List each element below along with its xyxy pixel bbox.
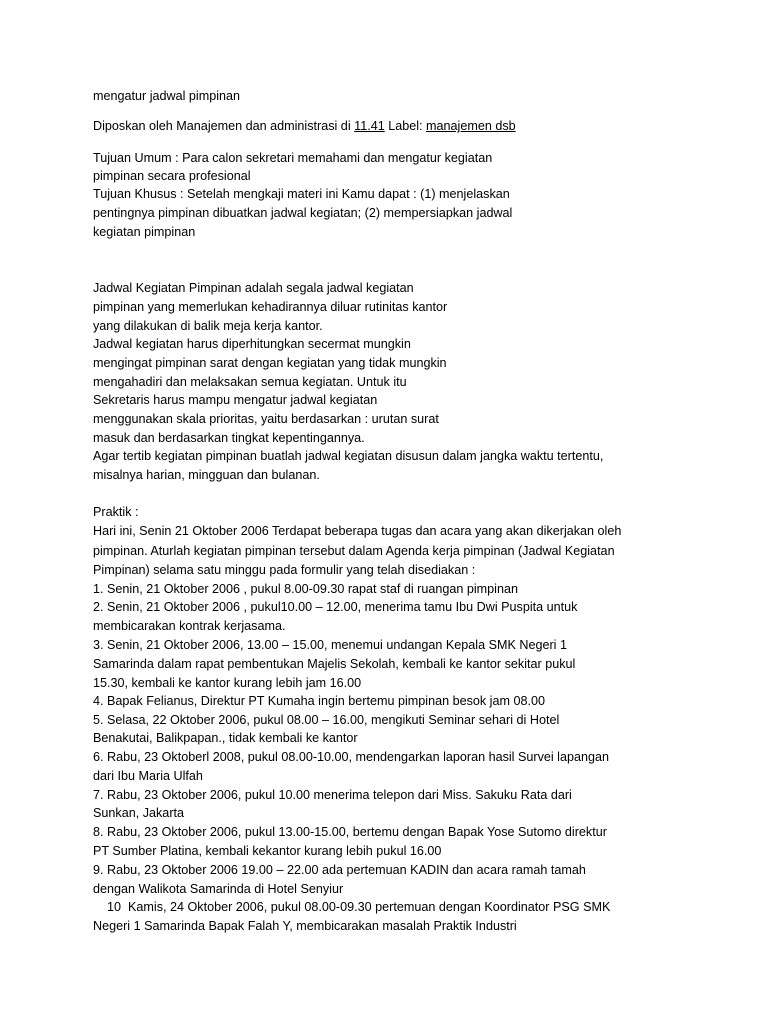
body-line: pimpinan yang memerlukan kehadirannya diluar rutinitas kantor xyxy=(93,300,448,314)
goal-line: Tujuan Khusus : Setelah mengkaji materi ini Kamu dapat : (1) menjelaskan xyxy=(93,187,510,201)
practice-line: membicarakan kontrak kerjasama. xyxy=(93,619,286,633)
practice-line: PT Sumber Platina, kembali kekantor kurang lebih pukul 16.00 xyxy=(93,844,442,858)
posted-time-link[interactable]: 11.41 xyxy=(354,119,385,133)
posted-prefix: Diposkan oleh Manajemen dan administrasi di xyxy=(93,119,355,133)
body-line: masuk dan berdasarkan tingkat kepentingannya. xyxy=(93,431,365,445)
practice-line: Hari ini, Senin 21 Oktober 2006 Terdapat beberapa tugas dan acara yang akan dikerjakan oleh xyxy=(93,524,622,538)
document-title: mengatur jadwal pimpinan xyxy=(93,89,241,103)
practice-line: Pimpinan) selama satu minggu pada formulir yang telah disediakan : xyxy=(93,563,476,577)
practice-line: Sunkan, Jakarta xyxy=(93,806,185,820)
posted-info xyxy=(93,117,516,135)
body-line: Sekretaris harus mampu mengatur jadwal kegiatan xyxy=(93,393,378,407)
label-link[interactable]: manajemen dsb xyxy=(426,119,516,133)
practice-line: Negeri 1 Samarinda Bapak Falah Y, membicarakan masalah Praktik Industri xyxy=(93,919,517,933)
practice-item: 2. Senin, 21 Oktober 2006 , pukul10.00 – 12.00, menerima tamu Ibu Dwi Puspita untuk xyxy=(93,600,578,614)
practice-item: 1. Senin, 21 Oktober 2006 , pukul 8.00-09.30 rapat staf di ruangan pimpinan xyxy=(93,582,518,596)
practice-item: 7. Rabu, 23 Oktober 2006, pukul 10.00 menerima telepon dari Miss. Sakuku Rata dari xyxy=(93,788,572,802)
practice-line: Samarinda dalam rapat pembentukan Majelis Sekolah, kembali ke kantor sekitar pukul xyxy=(93,657,576,671)
practice-item: 10 Kamis, 24 Oktober 2006, pukul 08.00-09.30 pertemuan dengan Koordinator PSG SMK xyxy=(93,900,611,914)
goal-line: Tujuan Umum : Para calon sekretari memahami dan mengatur kegiatan xyxy=(93,151,493,165)
practice-heading: Praktik : xyxy=(93,505,139,519)
goal-line: pentingnya pimpinan dibuatkan jadwal kegiatan; (2) mempersiapkan jadwal xyxy=(93,206,513,220)
goal-line: kegiatan pimpinan xyxy=(93,225,196,239)
practice-line: Benakutai, Balikpapan., tidak kembali ke kantor xyxy=(93,731,358,745)
practice-line: dari Ibu Maria Ulfah xyxy=(93,769,203,783)
practice-item: 4. Bapak Felianus, Direktur PT Kumaha ingin bertemu pimpinan besok jam 08.00 xyxy=(93,694,545,708)
body-line: misalnya harian, mingguan dan bulanan. xyxy=(93,468,320,482)
body-line: mengahadiri dan melaksakan semua kegiatan. Untuk itu xyxy=(93,375,407,389)
practice-line: 15.30, kembali ke kantor kurang lebih jam 16.00 xyxy=(93,676,362,690)
body-line: yang dilakukan di balik meja kerja kantor. xyxy=(93,319,323,333)
practice-item: 6. Rabu, 23 Oktoberl 2008, pukul 08.00-10.00, mendengarkan laporan hasil Survei lapangan xyxy=(93,750,609,764)
label-prefix: Label: xyxy=(384,119,427,133)
body-line: Agar tertib kegiatan pimpinan buatlah jadwal kegiatan disusun dalam jangka waktu tertentu, xyxy=(93,449,604,463)
practice-item: 8. Rabu, 23 Oktober 2006, pukul 13.00-15.00, bertemu dengan Bapak Yose Sutomo direktur xyxy=(93,825,607,839)
body-line: Jadwal Kegiatan Pimpinan adalah segala jadwal kegiatan xyxy=(93,281,414,295)
practice-line: dengan Walikota Samarinda di Hotel Senyiur xyxy=(93,882,344,896)
goal-line: pimpinan secara profesional xyxy=(93,169,251,183)
body-line: Jadwal kegiatan harus diperhitungkan secermat mungkin xyxy=(93,337,411,351)
practice-item: 9. Rabu, 23 Oktober 2006 19.00 – 22.00 ada pertemuan KADIN dan acara ramah tamah xyxy=(93,863,586,877)
body-line: mengingat pimpinan sarat dengan kegiatan yang tidak mungkin xyxy=(93,356,447,370)
body-line: menggunakan skala prioritas, yaitu berdasarkan : urutan surat xyxy=(93,412,439,426)
practice-line: pimpinan. Aturlah kegiatan pimpinan tersebut dalam Agenda kerja pimpinan (Jadwal Kegiatan xyxy=(93,544,615,558)
practice-item: 5. Selasa, 22 Oktober 2006, pukul 08.00 – 16.00, mengikuti Seminar sehari di Hotel xyxy=(93,713,560,727)
practice-item: 3. Senin, 21 Oktober 2006, 13.00 – 15.00, menemui undangan Kepala SMK Negeri 1 xyxy=(93,638,567,652)
